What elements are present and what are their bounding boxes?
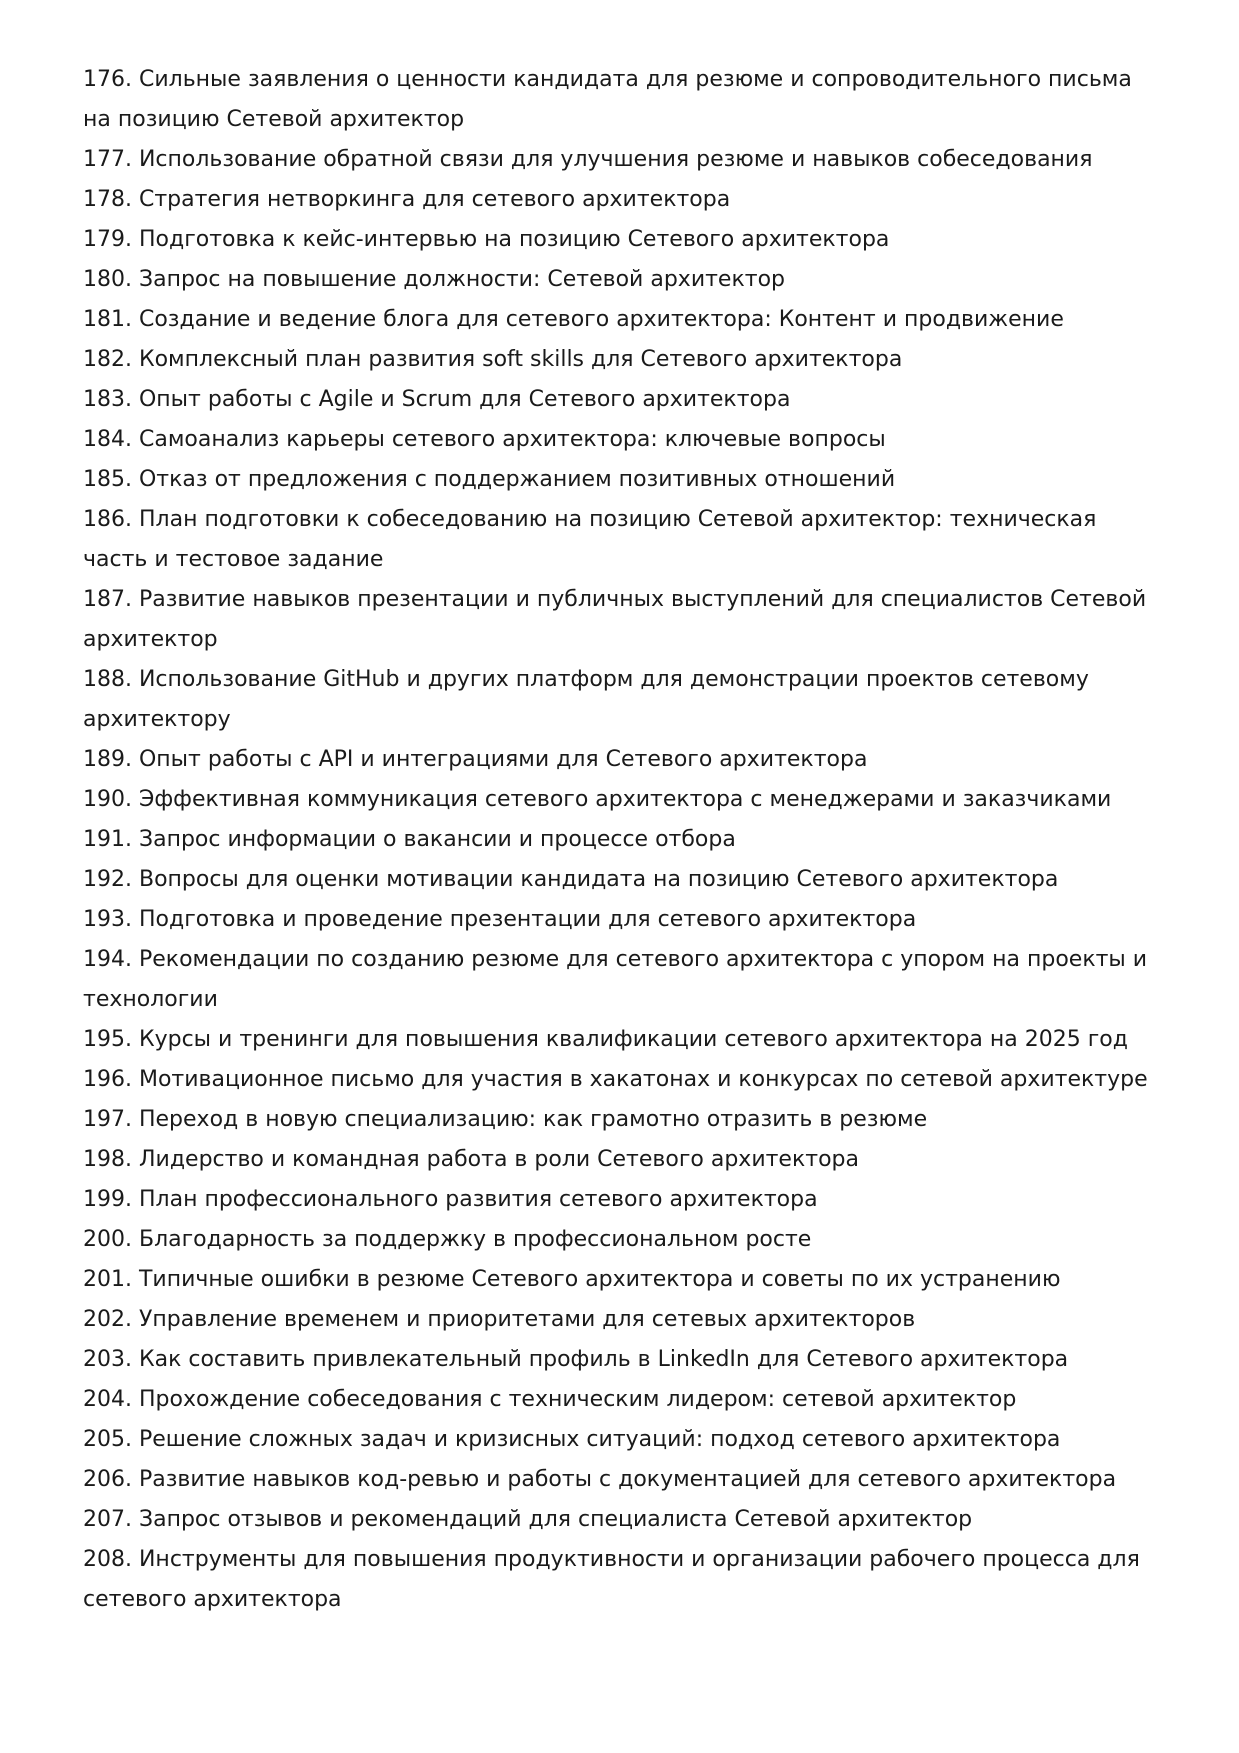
list-item: 194. Рекомендации по созданию резюме для сетевого архитектора с упором на проекты и технологии (83, 947, 1148, 1012)
list-item: 179. Подготовка к кейс-интервью на позицию Сетевого архитектора (83, 227, 890, 252)
list-item: 198. Лидерство и командная работа в роли Сетевого архитектора (83, 1147, 859, 1172)
list-item: 203. Как составить привлекательный профиль в LinkedIn для Сетевого архитектора (83, 1347, 1069, 1372)
list-item: 184. Самоанализ карьеры сетевого архитектора: ключевые вопросы (83, 427, 886, 452)
list-item: 180. Запрос на повышение должности: Сетевой архитектор (83, 267, 785, 292)
list-item: 192. Вопросы для оценки мотивации кандидата на позицию Сетевого архитектора (83, 867, 1059, 892)
list-item: 176. Сильные заявления о ценности кандидата для резюме и сопроводительного письма на позицию Сетевой архитектор (83, 67, 1132, 132)
list-item: 207. Запрос отзывов и рекомендаций для специалиста Сетевой архитектор (83, 1507, 973, 1532)
list-item: 178. Стратегия нетворкинга для сетевого архитектора (83, 187, 731, 212)
list-item: 195. Курсы и тренинги для повышения квалификации сетевого архитектора на 2025 год (83, 1027, 1128, 1052)
list-item: 197. Переход в новую специализацию: как грамотно отразить в резюме (83, 1107, 928, 1132)
list-item: 191. Запрос информации о вакансии и процессе отбора (83, 827, 736, 852)
list-item: 189. Опыт работы с API и интеграциями для Сетевого архитектора (83, 747, 868, 772)
list-item: 181. Создание и ведение блога для сетевого архитектора: Контент и продвижение (83, 307, 1064, 332)
list-item: 190. Эффективная коммуникация сетевого архитектора с менеджерами и заказчиками (83, 787, 1112, 812)
list-item: 208. Инструменты для повышения продуктивности и организации рабочего процесса для сетевого архитектора (83, 1547, 1140, 1612)
list-item: 196. Мотивационное письмо для участия в хакатонах и конкурсах по сетевой архитектуре (83, 1067, 1148, 1092)
list-item: 205. Решение сложных задач и кризисных ситуаций: подход сетевого архитектора (83, 1427, 1061, 1452)
list-item: 185. Отказ от предложения с поддержанием позитивных отношений (83, 467, 896, 492)
list-item: 183. Опыт работы с Agile и Scrum для Сетевого архитектора (83, 387, 791, 412)
list-item: 204. Прохождение собеседования с техническим лидером: сетевой архитектор (83, 1387, 1017, 1412)
list-item: 188. Использование GitHub и других платформ для демонстрации проектов сетевому архитектору (83, 667, 1089, 732)
list-item: 206. Развитие навыков код-ревью и работы с документацией для сетевого архитектора (83, 1467, 1117, 1492)
list-item: 202. Управление временем и приоритетами для сетевых архитекторов (83, 1307, 916, 1332)
topic-list (83, 60, 1163, 1620)
list-item: 187. Развитие навыков презентации и публичных выступлений для специалистов Сетевой архитектор (83, 587, 1147, 652)
list-item: 182. Комплексный план развития soft skills для Сетевого архитектора (83, 347, 903, 372)
list-item: 186. План подготовки к собеседованию на позицию Сетевой архитектор: техническая часть и тестовое задание (83, 507, 1097, 572)
list-item: 200. Благодарность за поддержку в профессиональном росте (83, 1227, 812, 1252)
list-item: 193. Подготовка и проведение презентации для сетевого архитектора (83, 907, 917, 932)
list-item: 177. Использование обратной связи для улучшения резюме и навыков собеседования (83, 147, 1093, 172)
list-item: 201. Типичные ошибки в резюме Сетевого архитектора и советы по их устранению (83, 1267, 1061, 1292)
list-item: 199. План профессионального развития сетевого архитектора (83, 1187, 818, 1212)
document-content (83, 60, 1163, 1620)
